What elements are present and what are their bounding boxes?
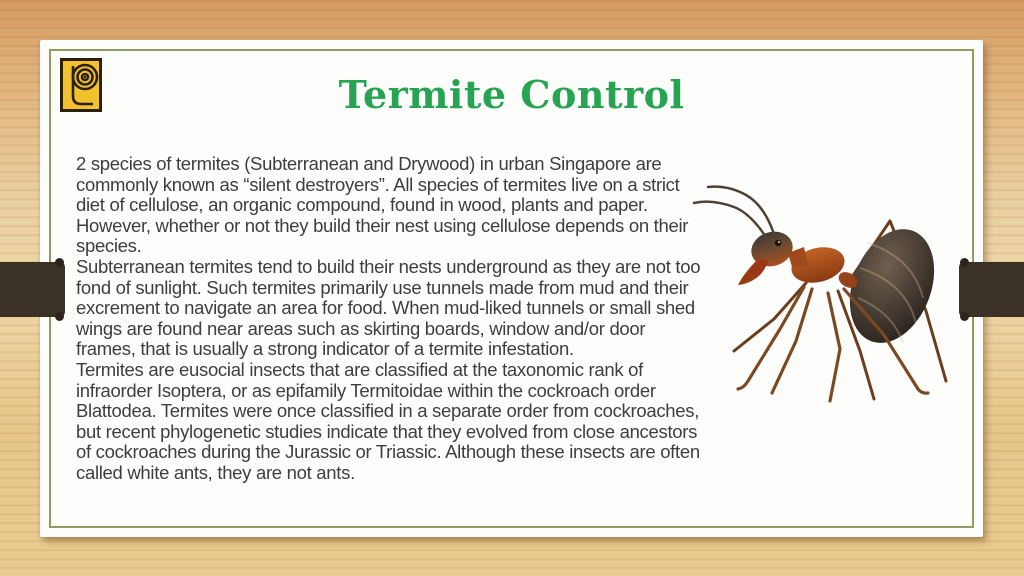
clip-nub-icon [55,312,64,321]
ant-image [688,183,968,405]
clip-nub-icon [55,258,64,267]
clip-nub-icon [960,258,969,267]
clip-nub-icon [960,312,969,321]
slide-card [40,40,983,537]
paragraph-subterranean: Subterranean termites tend to build their nests underground as they are not too fond of sunlight. Such termites primarily use tunnels made from mud and their excrement to navigate an area for food. When mud-liked tunnels or small shed wings are found near areas such as skirting boards, window and/or door frames, that is usually a strong indicator of a termite infestation. [76,255,701,360]
paragraph-species: 2 species of termites (Subterranean and Drywood) in urban Singapore are commonly known as “silent destroyers”. All species of termites live on a strict diet of cellulose, an organic compound, found in wood, plants and paper. However, whether or not they build their nest using cellulose depends on their species. [76,153,689,257]
slide-body-text [76,154,708,484]
slide-title: Termite Control [338,72,685,117]
right-binder-clip [959,262,1024,317]
paragraph-classification: Termites are eusocial insects that are classified at the taxonomic rank of infraorder Isoptera, or as epifamily Termitoidae within the cockroach order Blattodea. Termites were once classified in a separate order from cockroaches, but recent phylogenetic studies indicate that they evolved from close ancestors of cockroaches during the Jurassic or Triassic. Although these insects are often called white ants, they are not ants. [76,358,700,483]
left-binder-clip [0,262,65,317]
